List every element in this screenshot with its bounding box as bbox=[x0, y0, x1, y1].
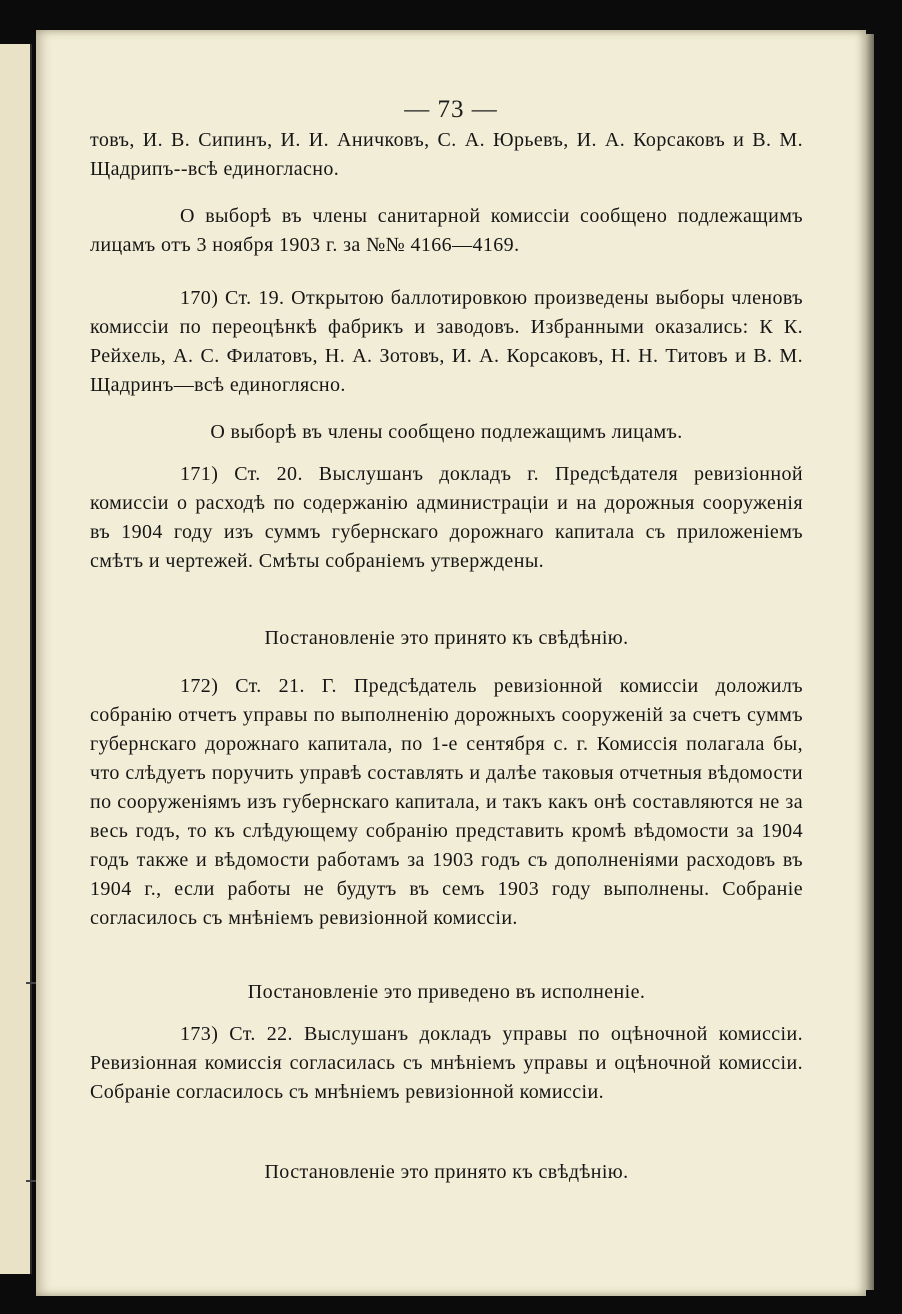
left-page-edge bbox=[0, 44, 32, 1274]
note-sanitary-commission: О выборѣ въ члены санитарной комиссіи сообщено подлежащимъ лицамъ отъ 3 ноября 1903 г. за №№ 4166—4169. bbox=[90, 205, 803, 256]
note-173: Постановленіе это принято къ свѣдѣнію. bbox=[264, 1161, 629, 1183]
continuation-paragraph: товъ, И. В. Сипинъ, И. И. Аничковъ, С. А. Юрьевъ, И. А. Корсаковъ и В. М. Щадрипъ--всѣ единогласно. bbox=[90, 129, 803, 180]
left-page-mark bbox=[26, 982, 36, 984]
page-edge-shadow bbox=[866, 34, 874, 1290]
item-173-paragraph: 173) Ст. 22. Выслушанъ докладъ управы по оцѣночной комиссіи. Ревизіонная комиссія согласилась съ мнѣніемъ управы и оцѣночной комиссіи. Собраніе согласилось съ мнѣніемъ ревизіонной комиссіи. bbox=[90, 1023, 803, 1103]
note-172: Постановленіе это приведено въ исполненіе. bbox=[247, 981, 646, 1003]
note-171: Постановленіе это принято къ свѣдѣнію. bbox=[264, 627, 629, 649]
item-172-paragraph: 172) Ст. 21. Г. Предсѣдатель ревизіонной комиссіи доложилъ собранію отчетъ управы по выполненію дорожныхъ сооруженій за счетъ суммъ губернскаго дорожнаго капитала, по 1-е сентября с. г. Комиссія полагала бы, что слѣдуетъ поручить управѣ составлять и далѣе таковыя отчетныя вѣдомости по сооруженіямъ изъ губернскаго капитала, и такъ какъ онѣ составляются не за весь годъ, то къ слѣдующему собранію представить кромѣ вѣдомости за 1904 годъ также и вѣдомости работамъ за 1903 годъ съ дополненіями расходовъ въ 1904 г., если работы не будутъ въ семъ 1903 году выполнены. Собраніе согласилось съ мнѣніемъ ревизіонной комиссіи. bbox=[90, 675, 803, 929]
item-170-paragraph: 170) Ст. 19. Открытою баллотировкою произведены выборы членовъ комиссіи по переоцѣнкѣ фабрикъ и заводовъ. Избранными оказались: К К. Рейхель, А. С. Филатовъ, Н. А. Зотовъ, И. А. Корсаковъ, Н. Н. Титовъ и В. М. Щадринъ—всѣ единоглясно. bbox=[90, 287, 803, 396]
document-page bbox=[36, 30, 866, 1296]
item-171-paragraph: 171) Ст. 20. Выслушанъ докладъ г. Предсѣдателя ревизіонной комиссіи о расходѣ по содержанію администраціи и на дорожныя сооруженія въ 1904 году изъ суммъ губернскаго дорожнаго капитала съ приложеніемъ смѣтъ и чертежей. Смѣты собраніемъ утверждены. bbox=[90, 463, 803, 572]
note-170: О выборѣ въ члены сообщено подлежащимъ лицамъ. bbox=[210, 421, 683, 443]
page-number: — 73 — bbox=[404, 96, 498, 123]
left-page-mark bbox=[26, 1180, 36, 1182]
